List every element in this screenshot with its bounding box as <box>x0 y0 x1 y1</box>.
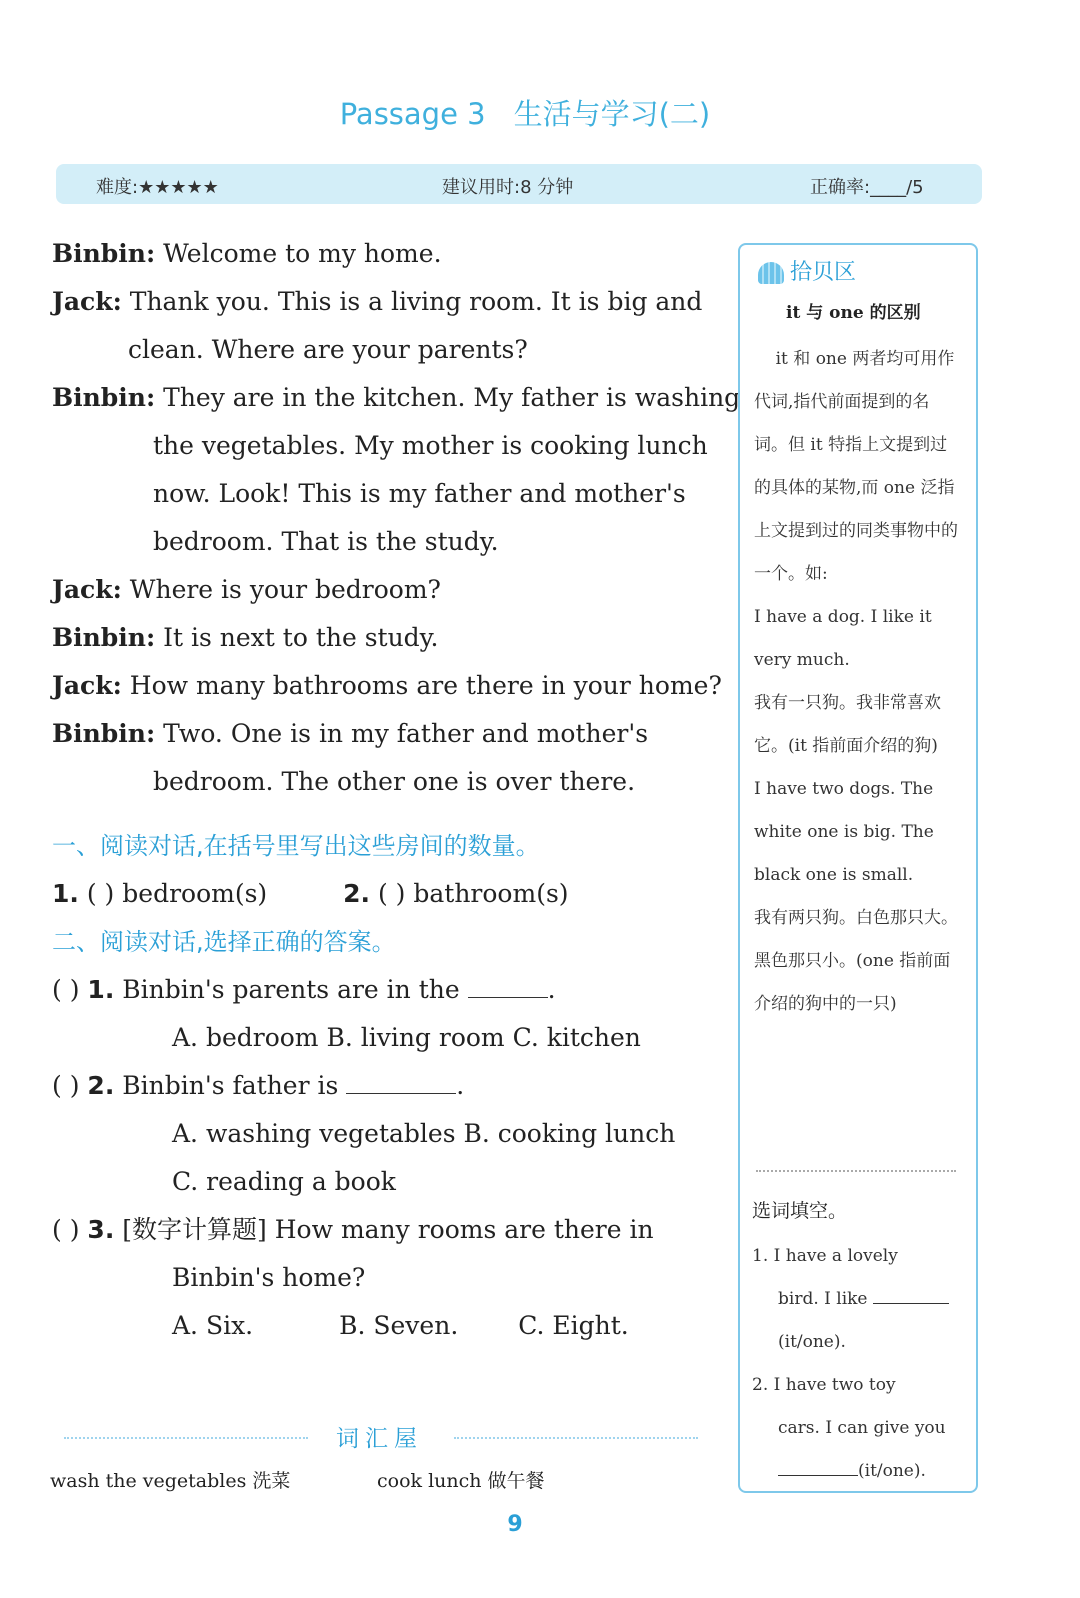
question-number: 3. <box>87 1215 115 1244</box>
question-text: Binbin's parents are in the <box>122 975 460 1004</box>
dialog-line <box>52 614 717 662</box>
answer-paren[interactable]: ( ) <box>86 879 115 908</box>
answer-paren[interactable]: ( ) <box>52 1215 80 1244</box>
dialog-line <box>52 278 717 326</box>
speaker: Binbin: <box>52 623 156 652</box>
dialog-line <box>52 662 722 710</box>
question-row <box>52 966 717 1014</box>
shell-icon <box>758 262 784 284</box>
dialog-text: Where is your bedroom? <box>129 575 441 604</box>
dialog-line <box>52 710 717 758</box>
exercise-title: 选词填空。 <box>752 1200 848 1222</box>
tips-paragraph: I have a dog. I like it very much. <box>754 607 932 670</box>
question-text: bedroom(s) <box>122 879 268 908</box>
exercise-number: 1. <box>752 1246 769 1266</box>
answer-paren[interactable]: ( ) <box>377 879 406 908</box>
question-text: How many rooms are there in <box>274 1215 654 1244</box>
options-row: C. reading a book <box>172 1167 396 1196</box>
speaker: Binbin: <box>52 383 156 412</box>
options-row: A. bedroom B. living room C. kitchen <box>172 1023 641 1052</box>
dialog-line <box>52 326 717 374</box>
tips-subtitle: it 与 one 的区别 <box>786 303 921 323</box>
dialog-line <box>52 566 717 614</box>
difficulty-label: 难度:★★★★★ <box>96 177 219 198</box>
fill-blank[interactable] <box>778 1474 858 1476</box>
tips-paragraph: 我有一只狗。我非常喜欢它。(it 指前面介绍的狗) <box>754 693 941 756</box>
dialog-line <box>52 230 717 278</box>
dialog-text: the vegetables. My mother is cooking lunch <box>153 431 708 460</box>
dialog-text: Thank you. This is a living room. It is big and <box>129 287 703 316</box>
exercise-text: bird. I like <box>778 1289 868 1309</box>
dialog-text: bedroom. That is the study. <box>153 527 499 556</box>
vocab-divider-left <box>64 1437 308 1439</box>
speaker: Binbin: <box>52 719 156 748</box>
dialog-text: Welcome to my home. <box>163 239 442 268</box>
tips-body <box>754 338 960 1026</box>
dialog-line <box>52 374 741 422</box>
question-number: 1. <box>52 879 79 908</box>
dialog-text: How many bathrooms are there in your home? <box>129 671 722 700</box>
question-number: 1. <box>87 975 115 1004</box>
options-row <box>52 1302 717 1350</box>
tips-paragraph: 我有两只狗。白色那只大。黑色那只小。(one 指前面介绍的狗中的一只) <box>754 908 958 1014</box>
dialog-text: now. Look! This is my father and mother's <box>153 479 686 508</box>
question-number: 2. <box>343 879 370 908</box>
tips-paragraph: I have two dogs. The white one is big. The black one is small. <box>754 779 934 885</box>
option-a: A. Six. <box>172 1311 254 1340</box>
passage-topic: 生活与学习(二) <box>513 97 711 131</box>
info-bar <box>56 164 982 204</box>
time-label: 建议用时:8 分钟 <box>442 177 574 198</box>
dialog-text: They are in the kitchen. My father is washing <box>163 383 741 412</box>
divider <box>756 1170 956 1172</box>
vocab-item: cook lunch 做午餐 <box>377 1470 545 1492</box>
question-end: . <box>547 975 556 1004</box>
question-text: Binbin's father is <box>122 1071 339 1100</box>
passage-number: Passage 3 <box>339 97 486 131</box>
vocab-title: 词汇屋 <box>336 1426 423 1452</box>
exercise-item <box>752 1278 956 1321</box>
options-row: A. washing vegetables B. cooking lunch <box>172 1119 676 1148</box>
page-number: 9 <box>507 1512 523 1537</box>
section1-questions <box>52 870 717 918</box>
tips-heading <box>758 255 856 286</box>
dialog <box>52 230 741 1350</box>
exercise-text: (it/one). <box>778 1332 846 1352</box>
section2-heading: 二、阅读对话,选择正确的答案。 <box>52 928 396 956</box>
question-end: . <box>456 1071 465 1100</box>
exercise-text: I have two toy <box>773 1375 896 1395</box>
exercise-item <box>752 1235 956 1278</box>
vocab-divider-right <box>454 1437 698 1439</box>
section1-heading: 一、阅读对话,在括号里写出这些房间的数量。 <box>52 832 540 860</box>
question-row <box>52 1062 717 1110</box>
fill-blank[interactable] <box>873 1302 949 1304</box>
fill-blank[interactable] <box>346 1092 456 1094</box>
exercise-item <box>752 1364 956 1407</box>
option-c: C. Eight. <box>518 1311 629 1340</box>
dialog-line <box>52 422 717 470</box>
question-text: bathroom(s) <box>413 879 569 908</box>
exercise-list <box>752 1235 956 1493</box>
dialog-line <box>52 518 717 566</box>
dialog-text: Two. One is in my father and mother's <box>163 719 649 748</box>
dialog-line <box>52 758 717 806</box>
exercise-text: (it/one). <box>858 1461 926 1481</box>
speaker: Binbin: <box>52 239 156 268</box>
dialog-text: It is next to the study. <box>163 623 439 652</box>
answer-paren[interactable]: ( ) <box>52 975 80 1004</box>
speaker: Jack: <box>52 575 122 604</box>
speaker: Jack: <box>52 287 122 316</box>
exercise-text: I have a lovely <box>773 1246 898 1266</box>
option-b: B. Seven. <box>339 1311 459 1340</box>
accuracy-label: 正确率:____/5 <box>810 177 924 198</box>
question-continued: Binbin's home? <box>172 1263 366 1292</box>
tips-heading-text: 拾贝区 <box>790 260 857 285</box>
exercise-item <box>752 1450 956 1493</box>
exercise-number: 2. <box>752 1375 769 1395</box>
tips-paragraph: it 和 one 两者均可用作代词,指代前面提到的名词。但 it 特指上文提到过的具体的某物,而 one 泛指上文提到过的同类事物中的一个。如: <box>754 349 958 584</box>
question-tag: [数字计算题] <box>122 1215 267 1244</box>
dialog-text: bedroom. The other one is over there. <box>153 767 636 796</box>
dialog-text: clean. Where are your parents? <box>128 335 528 364</box>
answer-paren[interactable]: ( ) <box>52 1071 80 1100</box>
question-row <box>52 1206 717 1254</box>
vocab-item: wash the vegetables 洗菜 <box>50 1470 291 1492</box>
question-number: 2. <box>87 1071 115 1100</box>
passage-title <box>0 92 1050 133</box>
dialog-line <box>52 470 717 518</box>
speaker: Jack: <box>52 671 122 700</box>
exercise-text: cars. I can give you <box>778 1418 946 1438</box>
fill-blank[interactable] <box>468 996 548 998</box>
